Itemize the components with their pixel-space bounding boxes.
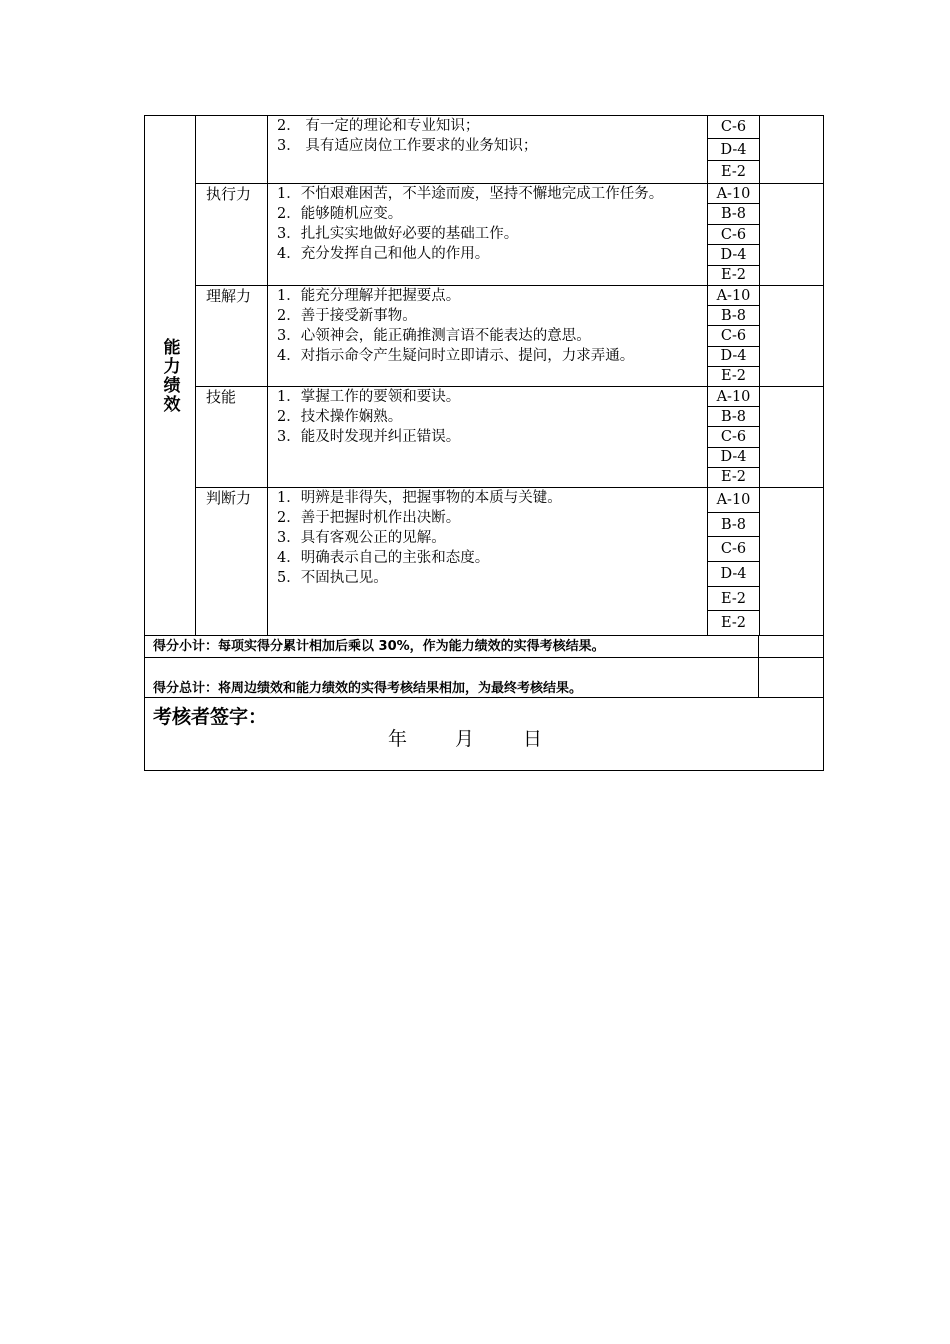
criterion-name: 执行力	[196, 184, 268, 285]
criterion-item: 5．不固执己见。	[277, 570, 388, 586]
criterion-item: 3． 具有适应岗位工作要求的业务知识；	[277, 138, 538, 154]
score-cell[interactable]	[760, 116, 823, 183]
criterion-item: 2．善于接受新事物。	[277, 308, 417, 324]
grade-column	[708, 184, 760, 285]
criterion-name	[196, 116, 268, 183]
grade-option: D-4	[708, 561, 759, 586]
grade-option: E-2	[708, 586, 759, 611]
criterion-item: 3．能及时发现并纠正错误。	[277, 429, 461, 445]
subtotal-text: 得分小计：每项实得分累计相加后乘以 30%，作为能力绩效的实得考核结果。	[145, 636, 759, 657]
grade-option: E-2	[708, 610, 759, 635]
grade-option: C-6	[708, 536, 759, 561]
category-cell	[145, 116, 196, 635]
grade-column	[708, 387, 760, 487]
total-text: 得分总计：将周边绩效和能力绩效的实得考核结果相加，为最终考核结果。	[145, 658, 759, 697]
criterion-item: 3．心领神会，能正确推测言语不能表达的意思。	[277, 328, 591, 344]
criterion-row-knowledge	[196, 116, 823, 183]
grade-option: D-4	[708, 447, 759, 467]
grade-option: D-4	[708, 346, 759, 366]
criterion-row-judgment	[196, 487, 823, 635]
appraisal-table	[144, 115, 824, 771]
ability-grid	[145, 116, 823, 635]
criterion-description	[268, 286, 708, 386]
grade-option: C-6	[708, 325, 759, 345]
criterion-item: 4．充分发挥自己和他人的作用。	[277, 246, 490, 262]
grade-option: B-8	[708, 406, 759, 426]
criterion-description	[268, 116, 708, 183]
criterion-row-comprehension	[196, 285, 823, 386]
grade-option: C-6	[720, 118, 747, 135]
score-cell[interactable]	[760, 184, 823, 285]
criterion-description	[268, 184, 708, 285]
score-cell[interactable]	[760, 488, 823, 635]
criterion-description	[268, 488, 708, 635]
grade-option: A-10	[716, 185, 751, 202]
score-cell[interactable]	[760, 286, 823, 386]
date-year-label: 年	[388, 728, 408, 750]
criterion-item: 1．掌握工作的要领和要诀。	[277, 389, 461, 405]
grade-option: E-2	[708, 160, 759, 183]
grade-option: C-6	[708, 426, 759, 446]
criterion-description	[268, 387, 708, 487]
criterion-row-execution	[196, 183, 823, 285]
signature-label: 考核者签字：	[153, 706, 268, 728]
criterion-row-skills	[196, 386, 823, 487]
grade-option: E-2	[708, 467, 759, 487]
criterion-name: 技能	[196, 387, 268, 487]
total-score-cell[interactable]	[759, 658, 823, 697]
criterion-name: 判断力	[196, 488, 268, 635]
signature-block	[145, 697, 823, 770]
criterion-item: 4．对指示命令产生疑问时立即请示、提问，力求弄通。	[277, 348, 635, 364]
grade-option: E-2	[708, 265, 759, 285]
criterion-item: 3．扎扎实实地做好必要的基础工作。	[277, 226, 519, 242]
criterion-item: 2．技术操作娴熟。	[277, 409, 403, 425]
date-day-label: 日	[523, 728, 543, 750]
category-label: 能力绩效	[159, 337, 180, 414]
criterion-item: 1．能充分理解并把握要点。	[277, 288, 461, 304]
grade-option: C-6	[708, 224, 759, 244]
subtotal-row	[145, 635, 823, 657]
grade-option: D-4	[708, 244, 759, 264]
grade-column	[708, 488, 760, 635]
criterion-item: 2． 有一定的理论和专业知识；	[277, 118, 480, 134]
subtotal-score-cell[interactable]	[759, 636, 823, 657]
score-cell[interactable]	[760, 387, 823, 487]
grade-option: B-8	[708, 305, 759, 325]
grade-option: E-2	[708, 366, 759, 386]
criterion-item: 4．明确表示自己的主张和态度。	[277, 550, 490, 566]
criterion-item: 1．明辨是非得失，把握事物的本质与关键。	[277, 490, 562, 506]
criterion-item: 3．具有客观公正的见解。	[277, 530, 446, 546]
grade-option: D-4	[708, 138, 759, 161]
grade-option: B-8	[708, 512, 759, 537]
date-month-label: 月	[455, 728, 475, 750]
criterion-item: 2．善于把握时机作出决断。	[277, 510, 461, 526]
criterion-item: 1．不怕艰难困苦，不半途而废，坚持不懈地完成工作任务。	[277, 186, 664, 202]
grade-column	[708, 116, 760, 183]
grade-option: A-10	[716, 287, 751, 304]
total-row	[145, 657, 823, 697]
grade-option: B-8	[708, 203, 759, 223]
grade-option: A-10	[716, 388, 751, 405]
grade-option: A-10	[716, 491, 751, 508]
grade-column	[708, 286, 760, 386]
criterion-name: 理解力	[196, 286, 268, 386]
criterion-item: 2．能够随机应变。	[277, 206, 403, 222]
